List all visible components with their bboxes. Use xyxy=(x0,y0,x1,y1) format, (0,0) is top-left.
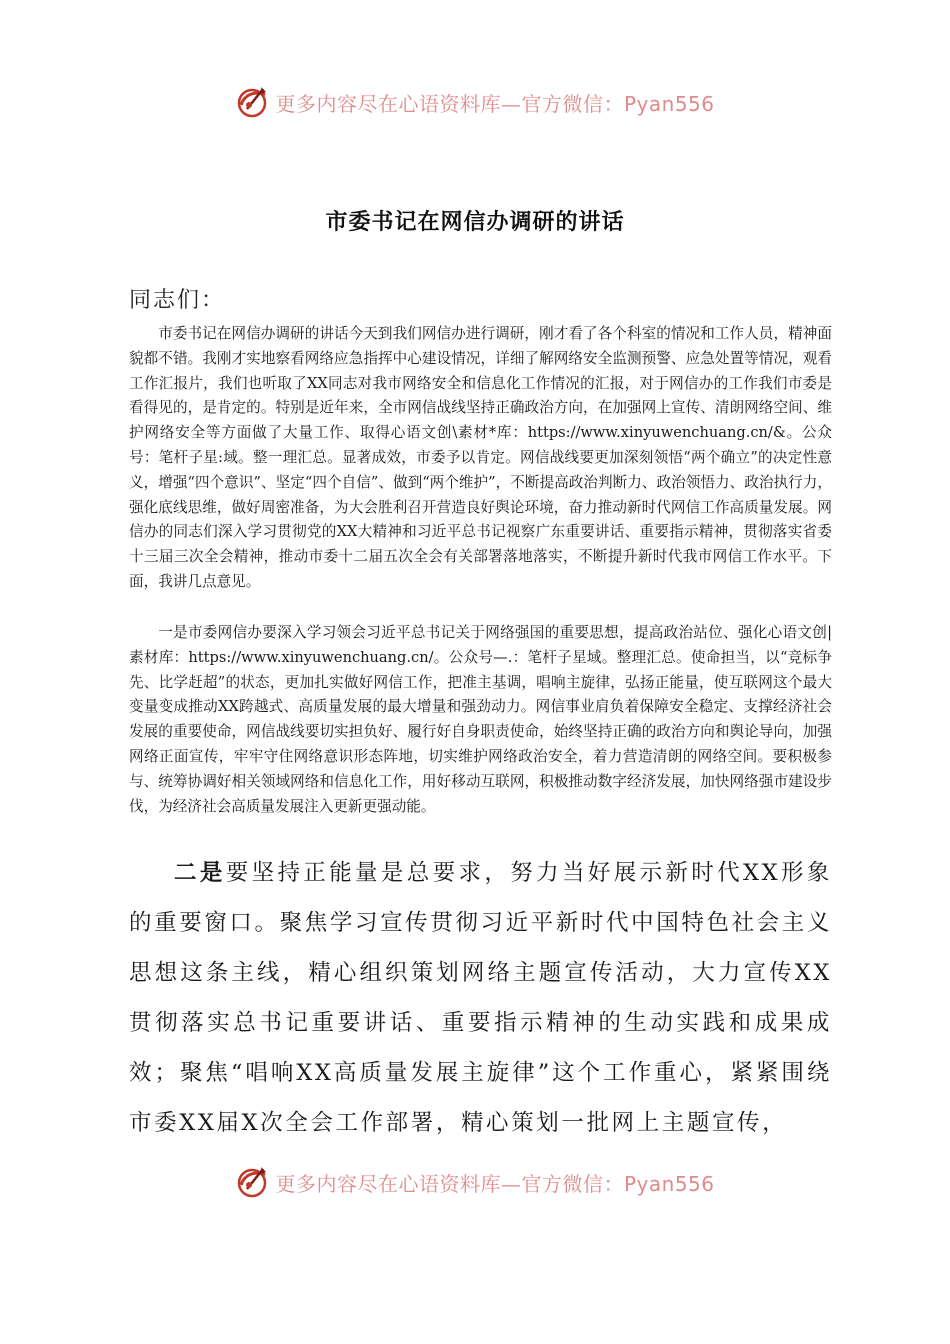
banner-text: 更多内容尽在心语资料库—官方微信：Pyan556 xyxy=(275,91,715,116)
footer-banner xyxy=(0,1160,950,1204)
header-banner xyxy=(0,80,950,124)
salutation: 同志们： xyxy=(129,288,226,313)
paragraph-1: 市委书记在网信办调研的讲话今天到我们网信办进行调研，刚才看了各个科室的情况和工作人员，精神面貌都不错。我刚才实地察看网络应急指挥中心建设情况，详细了解网络安全监测预警、应急处置等情况，观看工作汇报片，我们也听取了XX同志对我市网络安全和信息化工作情况的汇报，对于网信办的工作我们市委是看得见的，是肯定的。特别是近年来，全市网信战线坚持正确政治方向，在加强网上宣传、清朗网络空间、维护网络安全等方面做了大量工作、取得心语文创\素材*库：https://www.xinyuwenchuang.cn/&。公众号：笔杆子星:域。整一理汇总。显著成效，市委予以肯定。网信战线要更加深刻领悟“两个确立”的决定性意义，增强“四个意识”、坚定“四个自信”、做到“两个维护”，不断提高政治判断力、政治领悟力、政治执行力，强化底线思维，做好周密准备，为大会胜利召开营造良好舆论环境，奋力推动新时代网信工作高质量发展。网信办的同志们深入学习贯彻党的XX大精神和习近平总书记视察广东重要讲话、重要指示精神，贯彻落实省委十三届三次全会精神，推动市委十二届五次全会有关部署落地落实，不断提升新时代我市网信工作水平。下面，我讲几点意见。 xyxy=(129,325,832,590)
paragraph-2: 一是市委网信办要深入学习领会习近平总书记关于网络强国的重要思想，提高政治站位、强化心语文创|素材库：https://www.xinyuwenchuang.cn/。公众号—.：笔杆子星域。整理汇总。使命担当，以“竞标争先、比学赶超”的状态，更加扎实做好网信工作，把准主基调，唱响主旋律，弘扬正能量，使互联网这个最大变量变成推动XX跨越式、高质量发展的最大增量和强劲动力。网信事业肩负着保障安全稳定、支撑经济社会发展的重要使命，网信战线要切实担负好、履行好自身职责使命，始终坚持正确的政治方向和舆论导向，加强网络正面宣传，牢牢守住网络意识形态阵地，切实维护网络政治安全，着力营造清朗的网络空间。要积极参与、统筹协调好相关领域网络和信息化工作，用好移动互联网，积极推动数字经济发展，加快网络强市建设步伐，为经济社会高质量发展注入更新更强动能。 xyxy=(129,624,832,815)
brand-logo-icon xyxy=(235,83,273,121)
paragraph-3-body: 要坚持正能量是总要求，努力当好展示新时代XX形象的重要窗口。聚焦学习宣传贯彻习近平新时代中国特色社会主义思想这条主线，精心组织策划网络主题宣传活动，大力宣传XX贯彻落实总书记重要讲话、重要指示精神的生动实践和成果成效；聚焦“唱响XX高质量发展主旋律”这个工作重心，紧紧围绕市委XX届X次全会工作部署，精心策划一批网上主题宣传， xyxy=(129,860,833,1136)
banner-handle: Pyan556 xyxy=(623,91,715,116)
document-title: 市委书记在网信办调研的讲话 xyxy=(325,210,625,235)
paragraph-3-lead: 二是 xyxy=(174,860,226,886)
banner-handle: Pyan556 xyxy=(623,1171,715,1196)
paragraph-3 xyxy=(129,848,832,1148)
brand-logo-icon xyxy=(235,1163,273,1201)
banner-text: 更多内容尽在心语资料库—官方微信：Pyan556 xyxy=(275,1171,715,1196)
